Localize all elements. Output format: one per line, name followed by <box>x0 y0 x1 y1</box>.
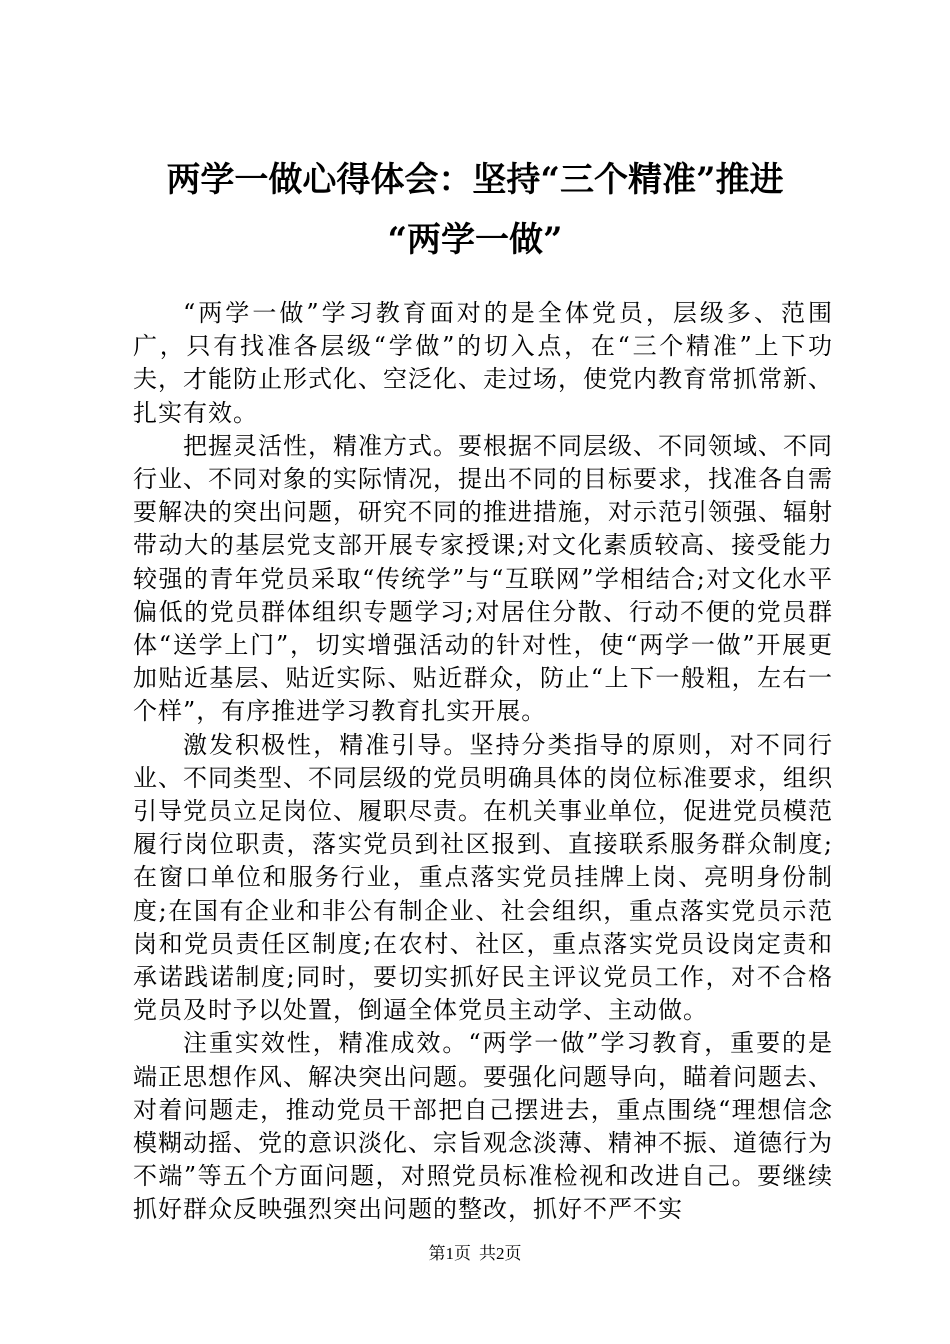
paragraph-effectiveness: 注重实效性，精准成效。“两学一做”学习教育，重要的是端正思想作风、解决突出问题。要强化问题导向，瞄着问题去、对着问题走，推动党员干部把自己摆进去，重点围绕“理想信念模糊动摇、党的意识淡化、宗旨观念淡薄、精神不振、道德行为不端”等五个方面问题，对照党员标准检视和改进自己。要继续抓好群众反映强烈突出问题的整改，抓好不严不实 <box>133 1029 833 1224</box>
paragraph-flexibility: 把握灵活性，精准方式。要根据不同层级、不同领域、不同行业、不同对象的实际情况，提出不同的目标要求，找准各自需要解决的突出问题，研究不同的推进措施，对示范引领强、辐射带动大的基层党支部开展专家授课;对文化素质较高、接受能力较强的青年党员采取“传统学”与“互联网”学相结合;对文化水平偏低的党员群体组织专题学习;对居住分散、行动不便的党员群体“送学上门”，切实增强活动的针对性，使“两学一做”开展更加贴近基层、贴近实际、贴近群众，防止“上下一般粗，左右一个样”，有序推进学习教育扎实开展。 <box>133 431 833 726</box>
paragraph-intro: “两学一做”学习教育面对的是全体党员，层级多、范围广，只有找准各层级“学做”的切入点，在“三个精准”上下功夫，才能防止形式化、空泛化、走过场，使党内教育常抓常新、扎实有效。 <box>133 299 833 427</box>
document-title-line-1: 两学一做心得体会：坚持“三个精准”推进 <box>166 160 784 200</box>
document-title-line-2: “两学一做” <box>387 220 563 260</box>
page-total: 共2页 <box>479 1244 522 1263</box>
page-number: 第1页 <box>428 1244 471 1263</box>
document-body <box>133 297 833 1227</box>
page-footer <box>0 1243 950 1265</box>
paragraph-initiative: 激发积极性，精准引导。坚持分类指导的原则，对不同行业、不同类型、不同层级的党员明确具体的岗位标准要求，组织引导党员立足岗位、履职尽责。在机关事业单位，促进党员模范履行岗位职责，落实党员到社区报到、直接联系服务群众制度;在窗口单位和服务行业，重点落实党员挂牌上岗、亮明身份制度;在国有企业和非公有制企业、社会组织，重点落实党员示范岗和党员责任区制度;在农村、社区，重点落实党员设岗定责和承诺践诺制度;同时，要切实抓好民主评议党员工作，对不合格党员及时予以处置，倒逼全体党员主动学、主动做。 <box>133 730 833 1025</box>
